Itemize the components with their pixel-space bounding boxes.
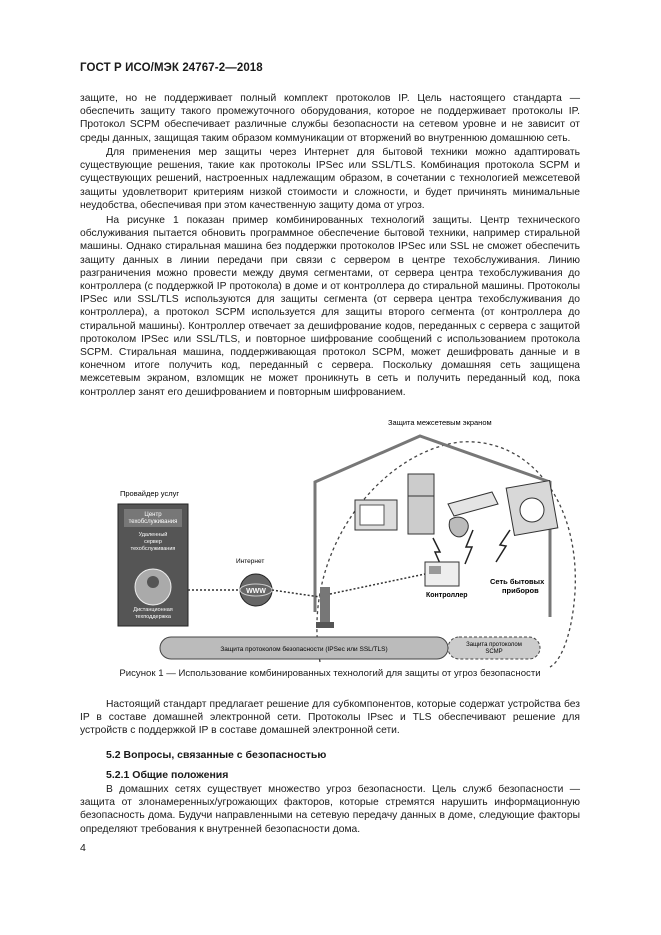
standard-header: ГОСТ Р ИСО/МЭК 24767-2—2018 — [80, 62, 263, 74]
paragraph-intro — [80, 92, 580, 145]
paragraph-text: Для применения мер защиты через Интернет для бытовой техники можно адаптировать существующие решения, такие как протоколы IPSec или SSL/TLS. Комбинация протокола SCPM и существующих решений, настроенных надлежащим образом, в сочетании с технологией межсетевой защиты удовлетворит критериям низкой стоимости и сложности, и будет причинять минимальные неудобства, обеспечивая при этом качественную защиту дома от угроз. — [80, 147, 580, 211]
paragraph-text: защите, но не поддерживает полный комплект протоколов IP. Цель настоящего стандарта — обеспечить защиту такого промежуточного оборудования, которое не поддерживает протоколы IP. Протокол SCPM обеспечивает различные службы безопасности на сетевом уровне и не зависит от среды данных, защищая таким образом коммуникации от вторжений во внутреннюю домашнюю сеть. — [80, 93, 580, 144]
subsection-heading: 5.2.1 Общие положения — [106, 769, 229, 781]
gateway-pole — [320, 587, 330, 627]
paragraph-text: В домашних сетях существует множество угроз безопасности. Цель служб безопасности — защита от злонамеренных/угрожающих факторов, которые стремятся нарушить информационную безопасность дома. Будучи направленными на сетевую передачу данных в доме, следующие факторы определяют требования к внутренней безопасности дома. — [80, 784, 580, 835]
section-heading: 5.2 Вопросы, связанные с безопасностью — [106, 749, 327, 761]
air-conditioner-icon — [448, 492, 498, 516]
refrigerator-icon — [408, 474, 434, 534]
scmp-pipe-label: Защита протоколом SCMP — [466, 642, 522, 655]
controller-label: Контроллер — [426, 592, 468, 599]
figure-security-diagram — [80, 412, 580, 674]
firewall-label: Защита межсетевым экраном — [388, 418, 492, 427]
paragraph-figure-description — [80, 214, 580, 399]
ipsec-pipe-label: Защита протоколом безопасности (IPSec или SSL/TLS) — [220, 646, 388, 653]
paragraph-text: На рисунке 1 показан пример комбинированных технологий защиты. Центр технического обслуживания пытается обновить программное обеспечение бытовой техники, например стиральной машины. Однако стиральная машина без поддержки протоколов IPSec или SSL не сможет обеспечить защиту данных в линии передачи при связи с сервером в центре техобслуживания. Линию разграничения можно провести между двумя сегментами, от сервера центра техобслуживания до контроллера (с поддержкой IP протокола) в доме и от контроллера до стиральной машины. Протоколы IPSec или SSL/TLS используются для защиты сегмента (от сервера центра техобслуживания до контроллера), а протокол SCPM используется для защиты второго сегмента (от контроллера до стиральной машины). Контроллер отвечает за дешифрование кодов, переданных с сервера с защитой протоколом IPSec или SSL/TLS, и повторное шифрование сообщений с использованием протокола SCPM. Стиральная машина, поддерживающая протокол SCPM, может дешифровать данные и в конечном итоге получить код, переданный с сервера. Поскольку домашняя сеть защищена межсетевым экраном, взломщик не может проникнуть в сеть и получить переданный код, пока контроллер занят его дешифрованием и повторным шифрованием. — [80, 215, 580, 398]
remote-support-label: Дистанционная техподдержка — [133, 607, 173, 620]
page-number: 4 — [80, 842, 86, 854]
fan-icon — [449, 517, 468, 537]
appliances-network-label: Сеть бытовых приборов — [490, 577, 545, 595]
paragraph-internet-protection — [80, 146, 580, 212]
figure-caption: Рисунок 1 — Использование комбинированных технологий для защиты от угроз безопасности — [119, 668, 541, 679]
firewall-dome — [317, 442, 575, 667]
scmp-pipe — [448, 637, 540, 659]
paragraph-text: Настоящий стандарт предлагает решение для субкомпонентов, которые содержат устройства без IP в составе домашней электронной сети. Протоколы IPsec и TLS обеспечивают решение для устройств с поддержкой IP в составе домашней электронной сети. — [80, 699, 580, 737]
www-label: WWW — [246, 588, 266, 595]
link-gateway-controller — [330, 574, 425, 594]
link-internet-gateway — [272, 590, 320, 597]
paragraph-general-provisions — [80, 783, 580, 836]
remote-server-label: Удаленный сервер техобслуживания — [130, 532, 176, 552]
paragraph-standard-solution — [80, 698, 580, 738]
service-center-label: Центр техобслуживания — [128, 512, 178, 525]
internet-label: Интернет — [236, 558, 265, 565]
provider-label: Провайдер услуг — [120, 489, 180, 498]
